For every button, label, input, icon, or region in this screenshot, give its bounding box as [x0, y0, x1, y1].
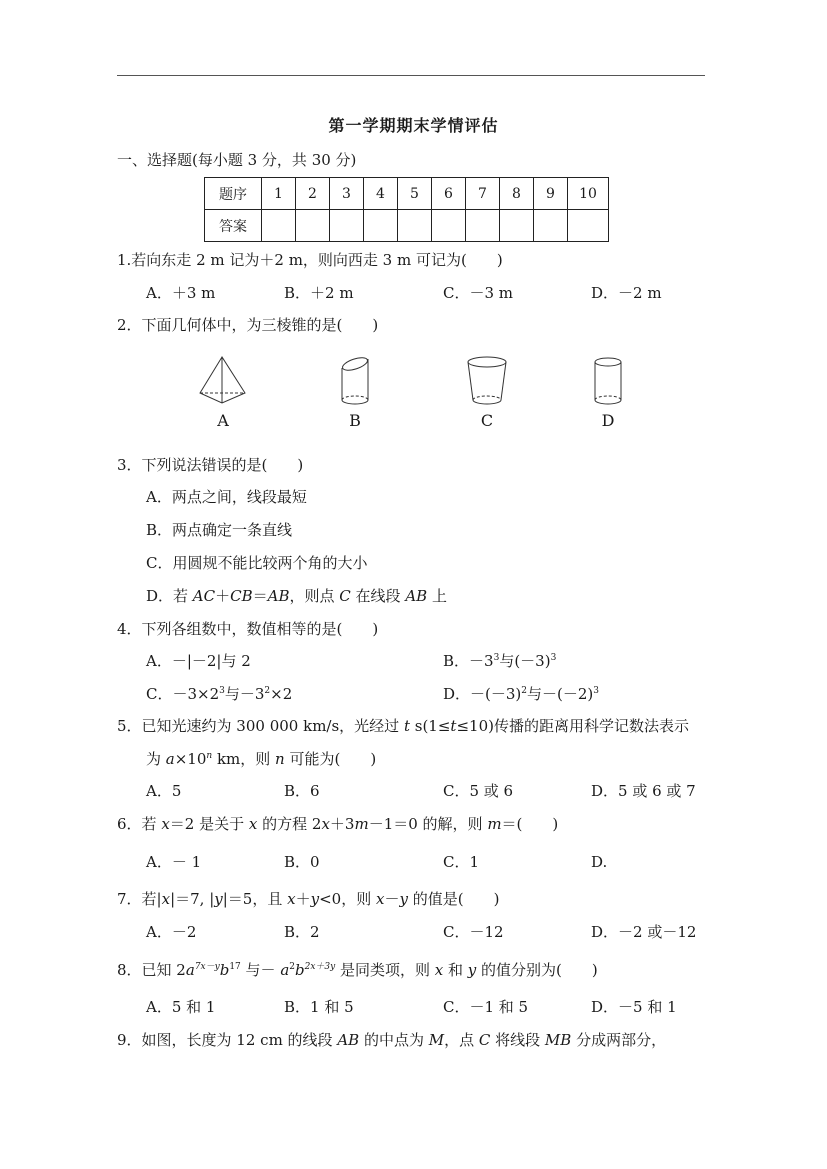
- question-number-cell: 9: [534, 178, 568, 210]
- math-var: n: [275, 750, 285, 768]
- text: D．若: [146, 587, 193, 605]
- question-number-cell: 5: [398, 178, 432, 210]
- text: ×2: [270, 685, 293, 703]
- text: ＋: [215, 587, 231, 605]
- text: 和: [443, 961, 468, 979]
- answer-cell[interactable]: [364, 210, 398, 242]
- question-7-option-d: D．－2 或－12: [591, 923, 697, 941]
- question-number-cell: 7: [466, 178, 500, 210]
- question-number-cell: 2: [296, 178, 330, 210]
- figure-frustum: [462, 355, 512, 435]
- text: 的值分别为( ): [476, 961, 598, 979]
- exponent: 2: [264, 686, 271, 696]
- text: ＝( ): [501, 815, 559, 833]
- math-var: m: [354, 815, 369, 833]
- math-var: x: [321, 815, 330, 833]
- question-number-cell: 3: [330, 178, 364, 210]
- question-5-option-d: D．5 或 6 或 7: [591, 782, 696, 800]
- exponent: 3: [219, 686, 225, 696]
- text: |＝5，且: [222, 890, 288, 908]
- text: 9．如图，长度为 12 cm 的线段: [117, 1031, 338, 1049]
- question-1-stem: 1.若向东走 2 m 记为＋2 m，则向西走 3 m 可记为( ): [117, 251, 503, 269]
- text: 是同类项，则: [335, 961, 435, 979]
- question-6-stem: [117, 814, 558, 834]
- question-8-option-d: D．－5 和 1: [591, 998, 677, 1016]
- text: 可能为( ): [284, 750, 377, 768]
- math-var: AB: [405, 587, 428, 605]
- cylinder-drawing: [588, 355, 628, 407]
- answer-cell[interactable]: [398, 210, 432, 242]
- text: －: [384, 890, 400, 908]
- text: ，则点: [289, 587, 340, 605]
- math-var: x: [434, 961, 444, 979]
- math-var: y: [310, 890, 320, 908]
- exponent: 3: [493, 653, 500, 663]
- question-5-option-b: B．6: [284, 782, 320, 800]
- text: ＝2 是关于: [169, 815, 249, 833]
- math-var: C: [339, 587, 351, 605]
- question-6-option-a: A．－ 1: [146, 853, 202, 871]
- question-5-stem-line1: [117, 716, 689, 736]
- figure-label-b: B: [349, 411, 361, 430]
- question-8-stem: [117, 960, 598, 980]
- header-rule: [117, 75, 705, 76]
- question-4-option-a: A．－|－2|与 2: [146, 652, 251, 670]
- question-4-stem: 4．下列各组数中，数值相等的是( ): [117, 620, 379, 638]
- math-var: x: [161, 815, 170, 833]
- question-4-option-d: [443, 684, 599, 704]
- answer-cell[interactable]: [568, 210, 609, 242]
- text: 6．若: [117, 815, 162, 833]
- question-1-option-b: B．＋2 m: [284, 284, 354, 302]
- question-number-cell: 4: [364, 178, 398, 210]
- slanted-cylinder-drawing: [332, 355, 378, 407]
- text: km，则: [212, 750, 276, 768]
- question-8-option-c: C．－1 和 5: [443, 998, 529, 1016]
- question-6-option-c: C．1: [443, 853, 480, 871]
- text: 的值是( ): [407, 890, 500, 908]
- question-4-option-b: [443, 651, 556, 671]
- math-var: x: [375, 890, 385, 908]
- question-7-option-a: A．－2: [146, 923, 197, 941]
- question-3-option-d: [146, 586, 447, 606]
- math-var: t: [450, 717, 457, 735]
- math-var: m: [487, 815, 502, 833]
- text: |＝7, |: [170, 890, 215, 908]
- question-number-cell: 1: [262, 178, 296, 210]
- answer-cell[interactable]: [466, 210, 500, 242]
- question-number-cell: 8: [500, 178, 534, 210]
- figure-label-c: C: [480, 411, 494, 430]
- exponent: 2x＋3y: [304, 962, 336, 972]
- question-1-option-a: A．＋3 m: [146, 284, 216, 302]
- question-6-option-b: B．0: [284, 853, 320, 871]
- figure-cylinder: [588, 355, 628, 435]
- text: 分成两部分，: [571, 1031, 667, 1049]
- figure-slanted-cylinder: [332, 355, 378, 435]
- frustum-drawing: [462, 355, 512, 407]
- answer-cell[interactable]: [330, 210, 364, 242]
- text: B．－3: [443, 652, 494, 670]
- text: D．－(－3): [443, 685, 522, 703]
- question-7-option-c: C．－12: [443, 923, 504, 941]
- question-number-cell: 6: [432, 178, 466, 210]
- text: ＝: [252, 587, 268, 605]
- table-row-label: 题序: [205, 178, 262, 210]
- answer-cell[interactable]: [500, 210, 534, 242]
- math-var: a: [280, 961, 290, 979]
- question-3-option-b: B．两点确定一条直线: [146, 521, 293, 539]
- question-6-option-d: D.: [591, 853, 608, 871]
- text: 将线段: [490, 1031, 545, 1049]
- text: 与－(－2): [527, 685, 594, 703]
- page-title: 第一学期期末学情评估: [328, 116, 499, 135]
- table-row-label: 答案: [205, 210, 262, 242]
- text: <0，则: [319, 890, 376, 908]
- question-1-option-d: D．－2 m: [591, 284, 662, 302]
- text: ×10: [174, 750, 207, 768]
- text: 5．已知光速约为 300 000 km/s，光经过: [117, 717, 404, 735]
- answer-cell[interactable]: [534, 210, 568, 242]
- text: －1＝0 的解，则: [368, 815, 488, 833]
- question-3-option-a: A．两点之间，线段最短: [146, 488, 307, 506]
- math-var: x: [248, 815, 258, 833]
- question-3-option-c: C．用圆规不能比较两个角的大小: [146, 554, 368, 572]
- question-8-option-a: A．5 和 1: [146, 998, 216, 1016]
- question-4-option-c: [146, 684, 292, 704]
- text: 上: [427, 587, 447, 605]
- math-var: x: [161, 890, 171, 908]
- math-var: y: [467, 961, 477, 979]
- math-var: t: [403, 717, 410, 735]
- question-5-option-c: C．5 或 6: [443, 782, 514, 800]
- answer-table-header-row: [205, 178, 609, 210]
- text: 为: [146, 750, 166, 768]
- text: 与－: [240, 961, 281, 979]
- math-var: AB: [267, 587, 290, 605]
- text: 与－3: [224, 685, 265, 703]
- answer-cell[interactable]: [432, 210, 466, 242]
- math-var: AC: [192, 587, 216, 605]
- pyramid-drawing: [198, 355, 248, 407]
- figure-triangular-pyramid: [198, 355, 248, 435]
- math-var: CB: [230, 587, 253, 605]
- exponent: 2: [289, 962, 295, 972]
- answer-cell[interactable]: [296, 210, 330, 242]
- math-var: MB: [544, 1031, 572, 1049]
- exponent: 17: [229, 962, 241, 972]
- math-var: a: [165, 750, 175, 768]
- question-9-stem: [117, 1030, 666, 1050]
- text: ＋: [295, 890, 311, 908]
- question-1-option-c: C．－3 m: [443, 284, 514, 302]
- text: 7．若|: [117, 890, 162, 908]
- text: 与(－3): [499, 652, 551, 670]
- exponent: 3: [550, 653, 557, 663]
- answer-cell[interactable]: [262, 210, 296, 242]
- math-var: b: [219, 961, 230, 979]
- question-8-option-b: B．1 和 5: [284, 998, 354, 1016]
- math-var: y: [214, 890, 223, 908]
- answer-table: [204, 177, 609, 242]
- exponent: 3: [593, 686, 599, 696]
- exponent: 2: [521, 686, 528, 696]
- math-var: C: [478, 1031, 491, 1049]
- figure-label-a: A: [217, 411, 229, 430]
- text: 的方程 2: [257, 815, 322, 833]
- text: ，点: [444, 1031, 479, 1049]
- text: ≤10)传播的距离用科学记数法表示: [456, 717, 689, 735]
- question-5-stem-line2: [146, 749, 376, 769]
- math-var: AB: [337, 1031, 360, 1049]
- math-var: b: [295, 961, 305, 979]
- exponent: n: [206, 751, 213, 761]
- exponent: 7x－y: [194, 962, 220, 972]
- math-var: y: [399, 890, 408, 908]
- text: s(1≤: [409, 717, 451, 735]
- question-number-cell: 10: [568, 178, 609, 210]
- question-3-stem: 3．下列说法错误的是( ): [117, 456, 304, 474]
- section-heading: 一、选择题(每小题 3 分，共 30 分): [117, 151, 357, 169]
- text: ＋3: [329, 815, 355, 833]
- math-var: x: [287, 890, 296, 908]
- question-5-option-a: A．5: [146, 782, 182, 800]
- math-var: a: [185, 961, 195, 979]
- answer-table-answer-row: [205, 210, 609, 242]
- question-7-stem: [117, 889, 499, 909]
- text: 的中点为: [359, 1031, 429, 1049]
- figure-label-d: D: [601, 411, 615, 430]
- text: 8．已知 2: [117, 961, 186, 979]
- math-var: M: [428, 1031, 445, 1049]
- text: 在线段: [350, 587, 406, 605]
- question-2-stem: 2．下面几何体中，为三棱锥的是( ): [117, 316, 379, 334]
- text: C．－3×2: [146, 685, 220, 703]
- question-7-option-b: B．2: [284, 923, 320, 941]
